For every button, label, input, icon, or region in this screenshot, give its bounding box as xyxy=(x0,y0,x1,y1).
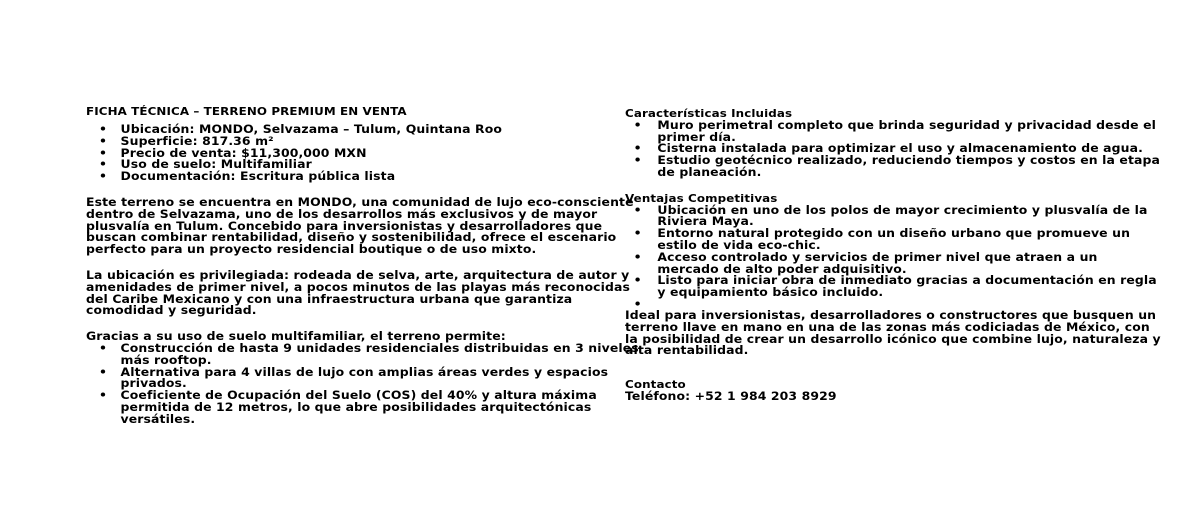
contact-phone[interactable]: Teléfono: +52 1 984 203 8929 xyxy=(625,388,837,403)
description-paragraph: Este terreno se encuentra en MONDO, una comunidad de lujo eco-consciente dentro de Selvazama, uno de los desarrollos más exclusivos y de mayor plusvalía en Tulum. Concebido para inversionistas y desarrolladores que buscan combinar rentabilidad, diseño y sostenibilidad, ofrece el escenario perfecto para un proyecto residencial boutique o de uso mixto. xyxy=(86,194,634,257)
spec-item-land-use: • Uso de suelo: Multifamiliar xyxy=(86,159,639,171)
feature-item: • Estudio geotécnico realizado, reduciendo tiempos y costos en la etapa de planeación. xyxy=(625,155,1161,179)
specs-list xyxy=(86,124,639,183)
permit-item: • Coeficiente de Ocupación del Suelo (COS) del 40% y altura máxima permitida de 12 metros, lo que abre posibilidades arquitectónicas versátiles. xyxy=(86,390,639,425)
advantage-item: • Ubicación en uno de los polos de mayor crecimiento y plusvalía de la Riviera Maya. xyxy=(625,205,1161,229)
feature-item: • Cisterna instalada para optimizar el uso y almacenamiento de agua. xyxy=(625,143,1161,155)
advantages-list xyxy=(625,202,1161,310)
advantage-item: • Entorno natural protegido con un diseño urbano que promueve un estilo de vida eco-chic. xyxy=(625,228,1161,252)
spec-item-area: • Superficie: 817.36 m² xyxy=(86,136,639,148)
left-column xyxy=(86,105,639,426)
closing-paragraph: Ideal para inversionistas, desarrolladores o constructores que busquen un terreno llave en mano en una de las zonas más codiciadas de México, con la posibilidad de crear un desarrollo icónico que combine lujo, naturaleza y alta rentabilidad. xyxy=(625,307,1161,358)
features-list xyxy=(625,117,1161,179)
spec-item-documentation: • Documentación: Escritura pública lista xyxy=(86,171,639,183)
document-title: FICHA TÉCNICA – TERRENO PREMIUM EN VENTA xyxy=(86,105,407,118)
advantage-item: • Listo para iniciar obra de inmediato gracias a documentación en regla y equipamiento básico incluido. xyxy=(625,275,1161,299)
permits-intro: Gracias a su uso de suelo multifamiliar, el terreno permite: xyxy=(86,329,506,344)
empty-bullet xyxy=(625,299,1161,310)
spec-item-price: • Precio de venta: $11,300,000 MXN xyxy=(86,148,639,160)
location-paragraph: La ubicación es privilegiada: rodeada de selva, arte, arquitectura de autor y amenidades de primer nivel, a pocos minutos de las playas más reconocidas del Caribe Mexicano y con una infraestructura urbana que garantiza comodidad y seguridad. xyxy=(86,267,630,318)
right-column xyxy=(625,107,1161,403)
permit-item: • Construcción de hasta 9 unidades residenciales distribuidas en 3 niveles más rooftop. xyxy=(86,343,639,367)
feature-item: • Muro perimetral completo que brinda seguridad y privacidad desde el primer día. xyxy=(625,120,1161,144)
advantage-item: • Acceso controlado y servicios de primer nivel que atraen a un mercado de alto poder adquisitivo. xyxy=(625,252,1161,276)
permit-item: • Alternativa para 4 villas de lujo con amplias áreas verdes y espacios privados. xyxy=(86,367,639,391)
features-heading: Características Incluidas xyxy=(625,107,793,120)
contact-heading: Contacto xyxy=(625,378,686,392)
permits-list xyxy=(86,340,639,426)
advantages-heading: Ventajas Competitivas xyxy=(625,191,778,205)
spec-item-location: • Ubicación: MONDO, Selvazama – Tulum, Quintana Roo xyxy=(86,124,639,136)
